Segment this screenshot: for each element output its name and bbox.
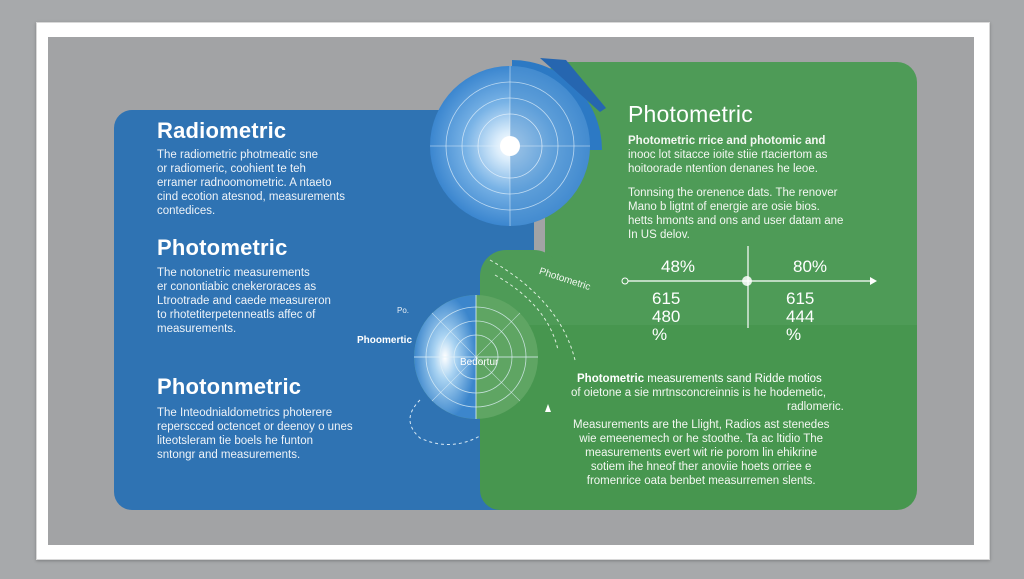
stat-right-numbers: 615 444 % (786, 289, 815, 344)
stat-right-percent: 80% (793, 257, 828, 276)
diagram-label-center: Bedortur (460, 357, 499, 368)
stat-left-percent: 48% (661, 257, 696, 276)
section-title-radiometric: Radiometric (157, 118, 287, 143)
right-body: inooc lot sitacce ioite stiie rtaciertom as hoitoorade ntention denanes he leoe. (628, 149, 828, 175)
bottom-line-2: of oietone a sie mrtnsconcreinnis is he hodemetic, (571, 387, 827, 399)
section-body-radiometric: The radiometric photmeatic sne or radiomeric, coohient te teh erramer radnoomometric. A ntaeto cind ecotion atesnod, measurements contedices. (157, 149, 345, 217)
section-body-photonmetric: The Inteodnialdometrics photerere reperscced octencet or deenoy o unes liteotsleram tie boels he funton sntongr and measurements. (157, 407, 353, 461)
right-title-photometric: Photometric (628, 101, 753, 127)
diagram-label-left: Phoomertic (357, 335, 413, 346)
bottom-body: Measurements are the Llight, Radios ast stenedes wie emeenemech or he stoothe. Ta ac ltidio The measurements evert wit rie porom lin ehikrine sotiem ihe hneof ther anoviie hoets orriee e fromenrice oata benbet measurremen slents. (573, 419, 830, 487)
right-body-bold: Photometric rrice and photomic and (628, 135, 826, 147)
stats-axis (622, 246, 877, 328)
section-body-photometric: The notonetric measurements er conontiabic cnekeroraces as Ltrootrade and caede measureron to rhotetiterpetenneatls affec of measurements. (157, 267, 331, 335)
right-body-2: Tonnsing the orenence dats. The renover Mano b ligtnt of energie are osie bios. hetts hmonts and ons and user datam ane In US delov. (628, 187, 844, 241)
middle-radial-diagram (410, 260, 575, 445)
bottom-line-3: radlomeric. (787, 401, 844, 413)
diagram-label-tiny: Po. (397, 306, 410, 315)
bottom-heading: Photometric measurements sand Ridde motios (577, 373, 822, 385)
stat-left-numbers: 615 480 % (652, 289, 681, 344)
section-title-photonmetric: Photonmetric (157, 374, 302, 399)
top-radial-diagram (430, 58, 606, 226)
section-title-photometric: Photometric (157, 235, 288, 260)
diagram-label-photometric: Photometric (537, 266, 592, 293)
